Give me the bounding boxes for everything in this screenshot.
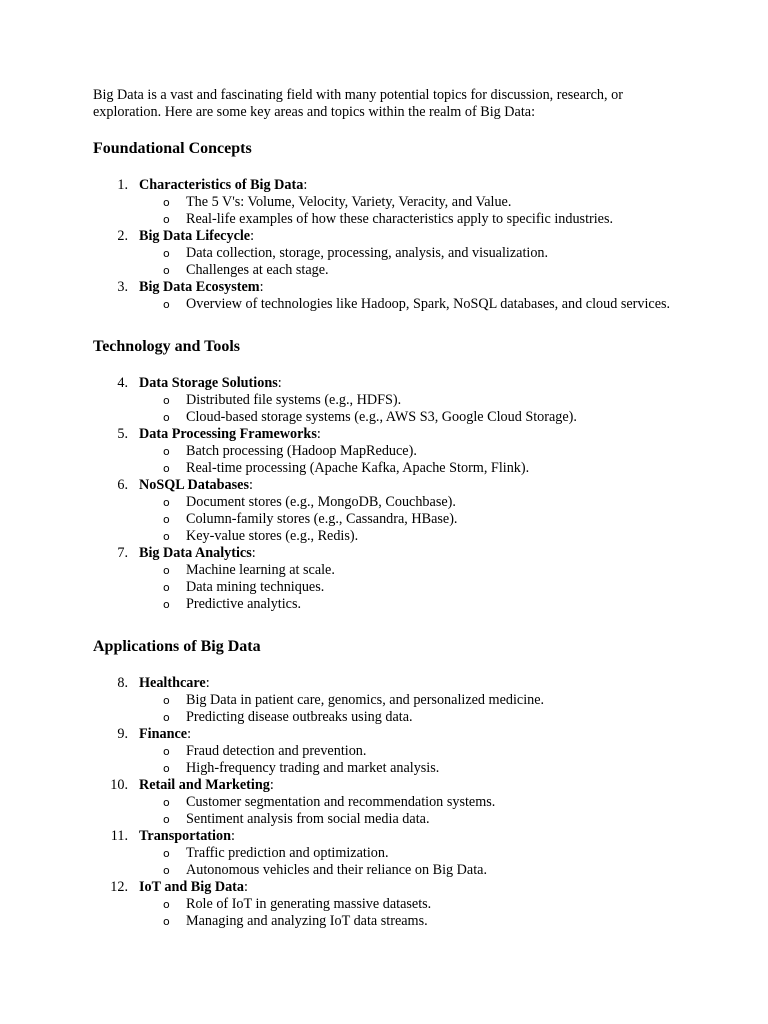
sub-bullet-item bbox=[93, 528, 693, 545]
section-heading: Applications of Big Data bbox=[93, 638, 261, 655]
sub-bullet-text: Real-time processing (Apache Kafka, Apache Storm, Flink). bbox=[186, 460, 530, 476]
item-title-row bbox=[93, 375, 693, 392]
item-number: 7. bbox=[117, 545, 128, 561]
item-title-row bbox=[93, 545, 693, 562]
sub-bullet-text: Batch processing (Hadoop MapReduce). bbox=[186, 443, 417, 459]
sub-bullet-item bbox=[93, 862, 693, 879]
item-title: Retail and Marketing bbox=[139, 777, 270, 793]
sub-bullet-text: Customer segmentation and recommendation systems. bbox=[186, 794, 496, 810]
list-item bbox=[93, 375, 693, 426]
section bbox=[93, 637, 693, 930]
sub-bullet-text: Big Data in patient care, genomics, and personalized medicine. bbox=[186, 692, 545, 708]
item-number: 10. bbox=[110, 777, 128, 793]
sub-bullet-text: Machine learning at scale. bbox=[186, 562, 335, 578]
item-title: NoSQL Databases bbox=[139, 477, 249, 493]
item-number: 8. bbox=[117, 675, 128, 691]
sub-bullet-item bbox=[93, 794, 693, 811]
circle-bullet-icon: o bbox=[163, 462, 170, 475]
sub-bullet-text: Predictive analytics. bbox=[186, 596, 302, 612]
item-title-row bbox=[93, 426, 693, 443]
item-title-suffix: : bbox=[316, 426, 321, 442]
sub-bullet-item bbox=[93, 562, 693, 579]
list-item bbox=[93, 828, 693, 879]
numbered-list bbox=[93, 675, 693, 930]
sub-bullet-item bbox=[93, 709, 693, 726]
item-number: 6. bbox=[117, 477, 128, 493]
sub-bullet-item bbox=[93, 194, 693, 211]
circle-bullet-icon: o bbox=[163, 394, 170, 407]
sub-bullet-item bbox=[93, 596, 693, 613]
item-title: Finance bbox=[139, 726, 188, 742]
circle-bullet-icon: o bbox=[163, 298, 170, 311]
sub-bullet-item bbox=[93, 245, 693, 262]
list-item bbox=[93, 726, 693, 777]
item-title-row bbox=[93, 675, 693, 692]
item-title: Characteristics of Big Data bbox=[139, 177, 304, 193]
item-title: Big Data Analytics bbox=[139, 545, 252, 561]
sub-bullet-text: Fraud detection and prevention. bbox=[186, 743, 367, 759]
circle-bullet-icon: o bbox=[163, 513, 170, 526]
circle-bullet-icon: o bbox=[163, 581, 170, 594]
sub-bullet-item bbox=[93, 760, 693, 777]
sub-bullet-text: Autonomous vehicles and their reliance on Big Data. bbox=[186, 862, 488, 878]
sub-bullet-text: Distributed file systems (e.g., HDFS). bbox=[186, 392, 402, 408]
circle-bullet-icon: o bbox=[163, 762, 170, 775]
circle-bullet-icon: o bbox=[163, 694, 170, 707]
sub-bullet-text: Challenges at each stage. bbox=[186, 262, 329, 278]
circle-bullet-icon: o bbox=[163, 247, 170, 260]
circle-bullet-icon: o bbox=[163, 496, 170, 509]
item-title-suffix: : bbox=[248, 477, 253, 493]
item-title-suffix: : bbox=[269, 777, 274, 793]
circle-bullet-icon: o bbox=[163, 598, 170, 611]
item-title-suffix: : bbox=[277, 375, 282, 391]
circle-bullet-icon: o bbox=[163, 745, 170, 758]
list-item bbox=[93, 545, 693, 613]
item-title-suffix: : bbox=[251, 545, 256, 561]
sub-bullet-item bbox=[93, 913, 693, 930]
list-item bbox=[93, 477, 693, 545]
item-number: 1. bbox=[117, 177, 128, 193]
sub-bullet-item bbox=[93, 211, 693, 228]
item-title-row bbox=[93, 879, 693, 896]
item-title: Healthcare bbox=[139, 675, 206, 691]
item-title-row bbox=[93, 777, 693, 794]
numbered-list bbox=[93, 375, 693, 613]
sub-bullet-text: Data collection, storage, processing, analysis, and visualization. bbox=[186, 245, 549, 261]
sub-bullet-text: Managing and analyzing IoT data streams. bbox=[186, 913, 428, 929]
item-title-suffix: : bbox=[230, 828, 235, 844]
sub-bullet-text: Traffic prediction and optimization. bbox=[186, 845, 389, 861]
sub-bullet-item bbox=[93, 579, 693, 596]
circle-bullet-icon: o bbox=[163, 813, 170, 826]
sub-bullet-item bbox=[93, 296, 693, 313]
sub-bullet-item bbox=[93, 409, 693, 426]
circle-bullet-icon: o bbox=[163, 864, 170, 877]
circle-bullet-icon: o bbox=[163, 264, 170, 277]
circle-bullet-icon: o bbox=[163, 213, 170, 226]
item-title: Data Storage Solutions bbox=[139, 375, 278, 391]
section-heading: Foundational Concepts bbox=[93, 140, 252, 157]
item-number: 4. bbox=[117, 375, 128, 391]
item-title-suffix: : bbox=[205, 675, 210, 691]
circle-bullet-icon: o bbox=[163, 915, 170, 928]
sub-bullet-item bbox=[93, 392, 693, 409]
list-item bbox=[93, 879, 693, 930]
item-number: 11. bbox=[110, 828, 128, 844]
item-number: 12. bbox=[110, 879, 128, 895]
sub-bullet-text: Document stores (e.g., MongoDB, Couchbase). bbox=[186, 494, 456, 510]
sub-bullet-item bbox=[93, 692, 693, 709]
item-title: Big Data Lifecycle bbox=[139, 228, 251, 244]
circle-bullet-icon: o bbox=[163, 196, 170, 209]
item-number: 2. bbox=[117, 228, 128, 244]
item-title: Data Processing Frameworks bbox=[139, 426, 317, 442]
sub-bullet-text: Sentiment analysis from social media data. bbox=[186, 811, 430, 827]
sub-bullet-text: Column-family stores (e.g., Cassandra, HBase). bbox=[186, 511, 458, 527]
document-page bbox=[93, 87, 693, 930]
sub-bullet-text: Predicting disease outbreaks using data. bbox=[186, 709, 413, 725]
list-item bbox=[93, 675, 693, 726]
sub-bullet-text: Cloud-based storage systems (e.g., AWS S3, Google Cloud Storage). bbox=[186, 409, 577, 425]
item-title-suffix: : bbox=[259, 279, 264, 295]
intro-paragraph: Big Data is a vast and fascinating field with many potential topics for discussion, research, or exploration. Here are some key areas and topics within the realm of Big Data: bbox=[93, 87, 623, 120]
sub-bullet-item bbox=[93, 460, 693, 477]
item-title-row bbox=[93, 828, 693, 845]
section bbox=[93, 139, 693, 313]
item-number: 5. bbox=[117, 426, 128, 442]
sub-bullet-item bbox=[93, 443, 693, 460]
item-title-row bbox=[93, 477, 693, 494]
item-title: Big Data Ecosystem bbox=[139, 279, 260, 295]
item-title-suffix: : bbox=[303, 177, 308, 193]
item-number: 3. bbox=[117, 279, 128, 295]
sub-bullet-text: The 5 V's: Volume, Velocity, Variety, Veracity, and Value. bbox=[186, 194, 512, 210]
item-title: Transportation bbox=[139, 828, 231, 844]
item-title: IoT and Big Data bbox=[139, 879, 244, 895]
sub-bullet-item bbox=[93, 743, 693, 760]
item-title-row bbox=[93, 279, 693, 296]
item-number: 9. bbox=[117, 726, 128, 742]
circle-bullet-icon: o bbox=[163, 530, 170, 543]
sub-bullet-item bbox=[93, 811, 693, 828]
sub-bullet-item bbox=[93, 896, 693, 913]
circle-bullet-icon: o bbox=[163, 796, 170, 809]
sub-bullet-item bbox=[93, 511, 693, 528]
sub-bullet-text: High-frequency trading and market analysis. bbox=[186, 760, 440, 776]
sub-bullet-text: Real-life examples of how these characteristics apply to specific industries. bbox=[186, 211, 614, 227]
sub-bullet-item bbox=[93, 262, 693, 279]
list-item bbox=[93, 228, 693, 279]
circle-bullet-icon: o bbox=[163, 564, 170, 577]
sub-bullet-text: Role of IoT in generating massive datasets. bbox=[186, 896, 432, 912]
section-heading: Technology and Tools bbox=[93, 338, 241, 355]
sub-bullet-text: Overview of technologies like Hadoop, Spark, NoSQL databases, and cloud services. bbox=[186, 296, 671, 312]
sub-bullet-item bbox=[93, 494, 693, 511]
list-item bbox=[93, 777, 693, 828]
circle-bullet-icon: o bbox=[163, 847, 170, 860]
list-item bbox=[93, 426, 693, 477]
circle-bullet-icon: o bbox=[163, 411, 170, 424]
item-title-row bbox=[93, 228, 693, 245]
item-title-suffix: : bbox=[250, 228, 255, 244]
sub-bullet-text: Key-value stores (e.g., Redis). bbox=[186, 528, 359, 544]
circle-bullet-icon: o bbox=[163, 711, 170, 724]
item-title-suffix: : bbox=[244, 879, 248, 895]
sections-container bbox=[93, 139, 693, 930]
section bbox=[93, 337, 693, 613]
item-title-row bbox=[93, 177, 693, 194]
circle-bullet-icon: o bbox=[163, 445, 170, 458]
list-item bbox=[93, 177, 693, 228]
sub-bullet-item bbox=[93, 845, 693, 862]
numbered-list bbox=[93, 177, 693, 313]
item-title-suffix: : bbox=[187, 726, 192, 742]
list-item bbox=[93, 279, 693, 313]
sub-bullet-text: Data mining techniques. bbox=[186, 579, 325, 595]
circle-bullet-icon: o bbox=[163, 898, 170, 911]
item-title-row bbox=[93, 726, 693, 743]
